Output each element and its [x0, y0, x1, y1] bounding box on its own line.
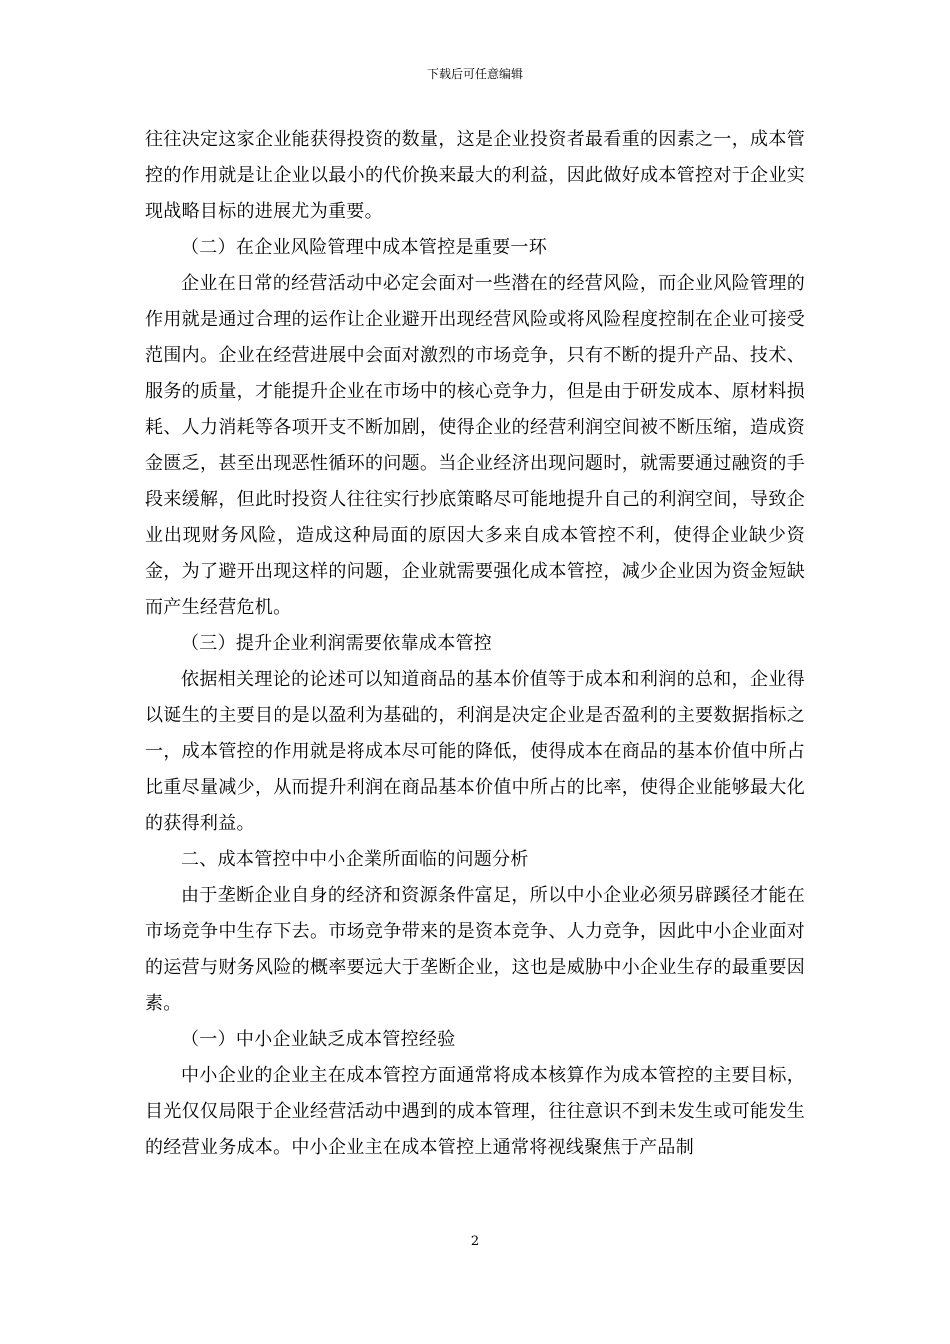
page-number: 2: [470, 1234, 480, 1249]
paragraph-risk-management: 企业在日常的经营活动中必定会面对一些潜在的经营风险，而企业风险管理的作用就是通过合理的运作让企业避开出现经营风险或将风险程度控制在企业可接受范围内。企业在经营进展中会面对激烈的市场竞争，只有不断的提升产品、技术、服务的质量，才能提升企业在市场中的核心竞争力，但是由于研发成本、原材料损耗、人力消耗等各项开支不断加剧，使得企业的经营利润空间被不断压缩，造成资金匮乏，甚至出现恶性循环的问题。当企业经济出现问题时，就需要通过融资的手段来缓解，但此时投资人往往实行抄底策略尽可能地提升自己的利润空间，导致企业出现财务风险，造成这种局面的原因大多来自成本管控不利，使得企业缺少资金，为了避开出现这样的问题，企业就需要强化成本管控，减少企业因为资金短缺而产生经营危机。: [145, 273, 805, 618]
section-heading-2: （二）在企业风险管理中成本管控是重要一环: [181, 237, 547, 258]
paragraph-sme-experience: 中小企业的企业主在成本管控方面通常将成本核算作为成本管控的主要目标，目光仅仅局限于企业经营活动中遇到的成本管理，往往意识不到未发生或可能发生的经营业务成本。中小企业主在成本管控上通常将视线聚焦于产品制: [145, 1065, 805, 1158]
section-heading-3: （三）提升企业利润需要依靠成本管控: [181, 633, 493, 654]
document-body: [145, 122, 805, 1166]
paragraph-profit: 依据相关理论的论述可以知道商品的基本价值等于成本和利润的总和，企业得以诞生的主要目的是以盈利为基础的，利润是决定企业是否盈利的主要数据指标之一，成本管控的作用就是将成本尽可能的降低，使得成本在商品的基本价值中所占比重尽量减少，从而提升利润在商品基本价值中所占的比率，使得企业能够最大化的获得利益。: [145, 669, 805, 834]
section-heading-1: （一）中小企业缺乏成本管控经验: [181, 1029, 456, 1050]
page-header: 下载后可任意编辑: [426, 67, 523, 81]
paragraph-sme-intro: 由于垄断企业自身的经济和资源条件富足，所以中小企业必须另辟蹊径才能在市场竞争中生存下去。市场竞争带来的是资本竞争、人力竞争，因此中小企业面对的运营与财务风险的概率要远大于垄断企业，这也是威胁中小企业生存的最重要因素。: [145, 885, 805, 1014]
paragraph-continuation: 往往决定这家企业能获得投资的数量，这是企业投资者最看重的因素之一，成本管控的作用就是让企业以最小的代价换来最大的利益，因此做好成本管控对于企业实现战略目标的进展尤为重要。: [145, 129, 805, 222]
chapter-heading-2: 二、成本管控中中小企業所面临的问题分析: [181, 849, 529, 870]
